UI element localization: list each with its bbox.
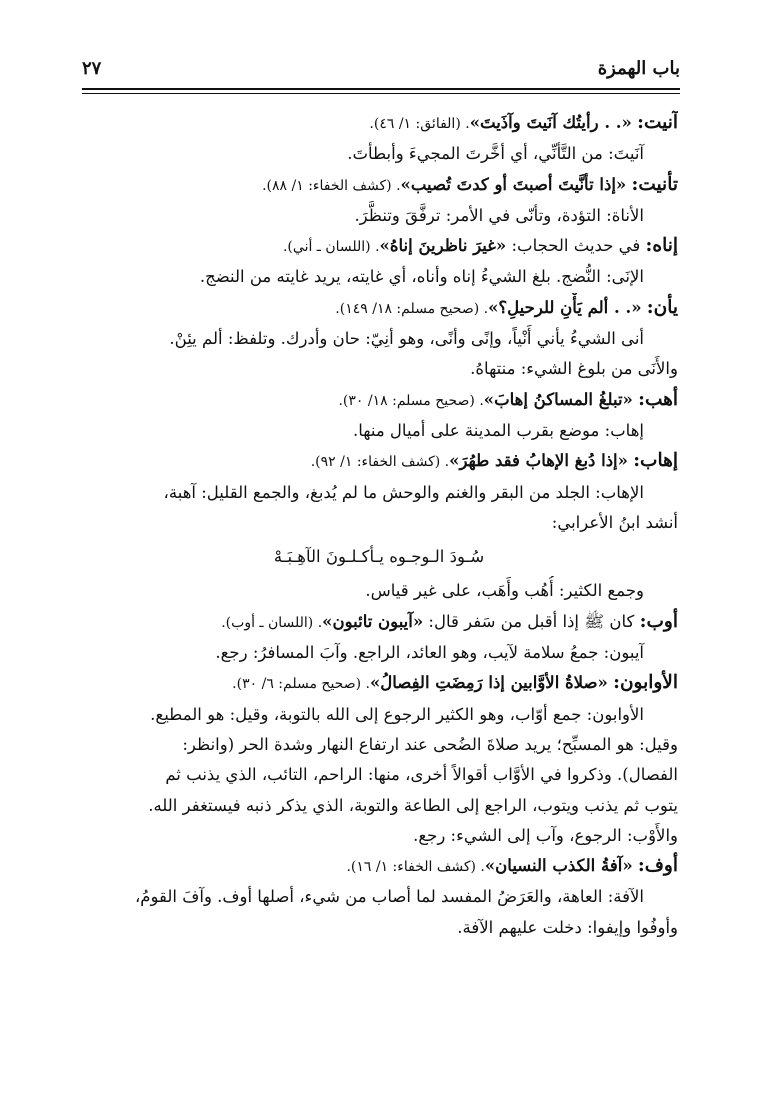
text-line: يتوب ثم يذنب ويتوب، الراجع إلى الطاعة والتوبة، الذي يذكر ذنبه فيستغفر الله. (148, 795, 678, 815)
entry-line (80, 446, 678, 477)
text-line: أنى الشيءُ يأني أَنْياً، وإنًى وأنًى، وهو أنِيّ: حان وأدرك. وتلفظ: ألم يئِنْ. (169, 329, 644, 349)
entry-keyword: الأوابون: (613, 672, 678, 694)
text-line: الإنَى: النُّضج. بلغ الشيءُ إناه وأناه، أي غايته، يريد غايته من النضج. (199, 267, 644, 287)
entry-reference: . (صحيح مسلم: ١٨/ ١٤٩). (335, 300, 489, 317)
page-number: ٢٧ (82, 58, 102, 79)
entry-keyword: أوب: (639, 610, 678, 632)
text-line: آنَيتَ: من التَّأنِّي، أي أخَّرتَ المجيءَ وأبطأتَ. (347, 144, 644, 164)
entry-quote: «. . ألم يَأْنِ للرحيلِ؟» (488, 297, 642, 317)
entry-line (80, 231, 678, 262)
entry-quote: «صلاةُ الأوَّابين إذا رَمِضَتِ الفِصالُ» (369, 673, 608, 693)
entry-keyword: أوف: (637, 855, 678, 877)
poetry-verse: سُـودَ الـوجـوه يـأكـلـونَ الآهِـبَـهْ (273, 547, 485, 567)
entry-reference: . (اللسان ـ أني). (282, 239, 380, 256)
text-line: أنشد ابنُ الأعرابي: (551, 512, 678, 532)
entry-quote: «تبلغُ المساكنُ إهابَ» (483, 389, 633, 409)
text-line: الفصال). وذكروا في الأوَّاب أقوالاً أخرى، منها: الراحم، التائب، الذي يذنب ثم (165, 765, 678, 785)
text-line: إهاب: موضع بقرب المدينة على أميال منها. (352, 420, 644, 440)
entry-keyword: إناه: (645, 235, 678, 257)
text-line: الآفة: العاهة، والعَرَضُ المفسد لما أصاب من شيء، أصلها أوف. وآفَ القومُ، (134, 887, 644, 907)
entry-quote: «غيرَ ناظرينَ إناهُ» (379, 236, 507, 256)
header-rule-thin (82, 93, 680, 94)
entry-keyword: إهاب: (633, 450, 678, 472)
text-line: آيبون: جمعُ سلامة لآيب، وهو العائد، الراجع. وآبَ المسافرُ: رجع. (215, 643, 644, 663)
text-line: وقيل: هو المسبِّح؛ يريد صلاةَ الضُحى عند ارتفاع النهار وشدة الحر (وانظر: (182, 734, 678, 754)
entry-quote: «إذا تأنَّيتَ أصبتَ أو كدتَ تُصيب» (400, 174, 627, 194)
entry-reference: . (الفائق: ١/ ٤٦). (369, 116, 470, 132)
text-line: الأناة: التؤدة، وتأنّى في الأمر: ترفَّقَ وتنظَّرَ. (354, 205, 644, 225)
page-header (82, 56, 680, 86)
chapter-title: باب الهمزة (597, 58, 680, 79)
text-line: الإهاب: الجلد من البقر والغنم والوحش ما لم يُدبغ، والجمع القليل: آهبة، (163, 482, 644, 502)
text-line: وأوفُوا وإيفوا: دخلت عليهم الآفة. (457, 917, 678, 937)
entry-reference: . (كشف الخفاء: ١/ ١٦). (346, 859, 485, 876)
entry-keyword: أهب: (638, 388, 678, 410)
entry-keyword: تأنيت: (631, 173, 678, 195)
entry-reference: . (كشف الخفاء: ١/ ٩٢). (310, 454, 450, 471)
entry-line (80, 170, 678, 201)
text-line: وجمع الكثير: أُهُب وأَهَب، على غير قياس. (365, 581, 644, 601)
text-line: الأوابون: جمع أوّاب، وهو الكثير الرجوع إلى الله بالتوبة، وقيل: هو المطيع. (150, 704, 644, 724)
entry-line (80, 668, 678, 699)
entry-line (80, 607, 678, 638)
entry-line (80, 385, 678, 416)
entry-quote: «إذا دُبغ الإهابُ فقد طهُرَ» (449, 451, 628, 471)
page-body (80, 108, 678, 943)
entry-reference: . (صحيح مسلم: ٦/ ٣٠). (232, 676, 370, 693)
entry-line (80, 851, 678, 882)
entry-quote: «. . رأيتُك آنَيتَ وآذَيتَ» (469, 113, 632, 132)
entry-text: كان ﷺ إذا أقبل من سَفر قال: (423, 611, 635, 631)
entry-line (80, 108, 678, 139)
entry-reference: . (اللسان ـ أوب). (221, 614, 323, 631)
entry-quote: «آفةُ الكذب النسيان» (484, 856, 633, 876)
text-line: والأَوْب: الرجوع، وآب إلى الشيء: رجع. (413, 825, 678, 845)
text-line: والأَنَى من بلوغ الشيء: منتهاهُ. (470, 359, 678, 379)
header-rule-thick (82, 88, 680, 90)
entry-keyword: آنيت: (637, 112, 678, 133)
entry-text: في حديث الحجاب: (506, 236, 641, 256)
entry-quote: «آيبون تائبون» (322, 611, 424, 631)
entry-line (80, 293, 678, 324)
entry-keyword: يأن: (646, 296, 678, 318)
entry-reference: . (كشف الخفاء: ١/ ٨٨). (262, 177, 401, 194)
entry-reference: . (صحيح مسلم: ١٨/ ٣٠). (338, 392, 484, 409)
